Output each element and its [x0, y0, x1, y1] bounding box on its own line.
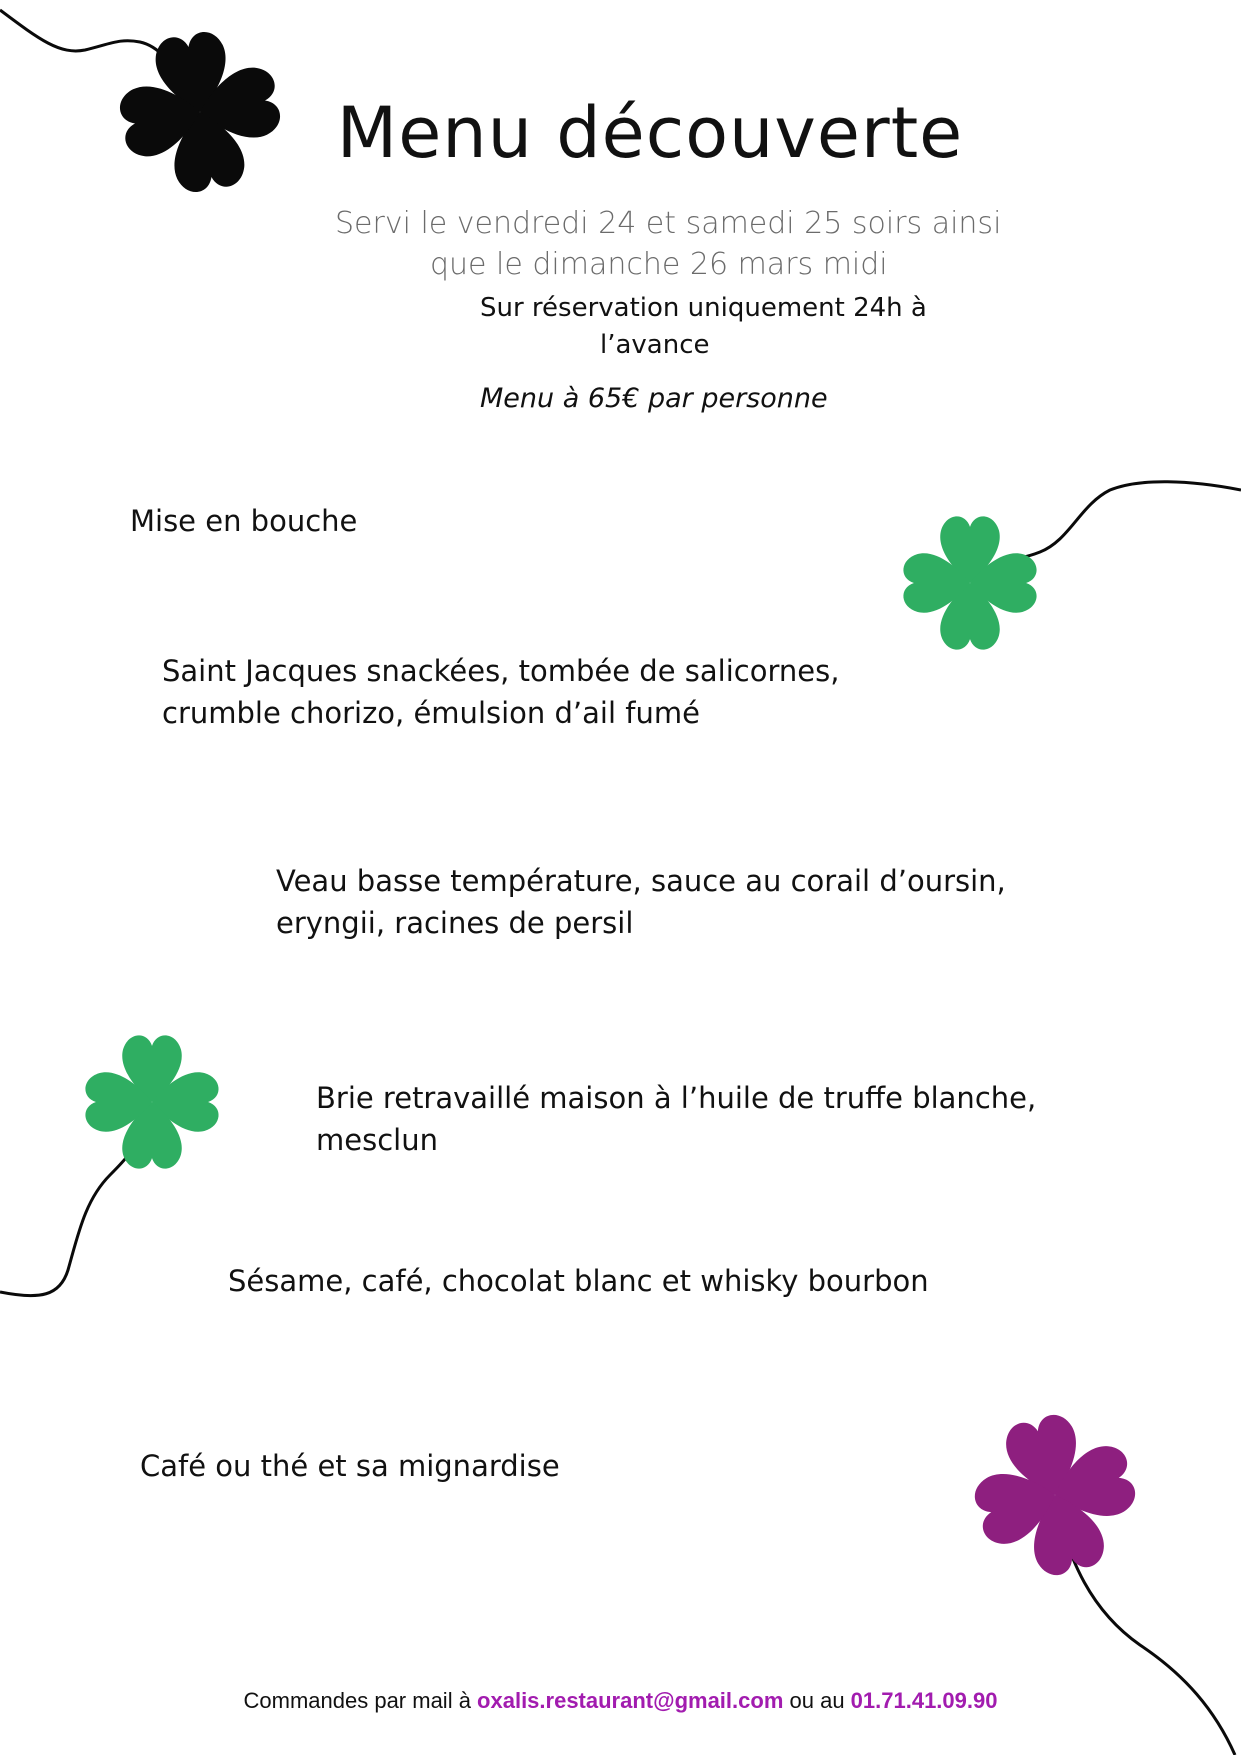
- reservation-line1: Sur réservation uniquement 24h à: [480, 293, 927, 323]
- course-line: mesclun: [316, 1123, 438, 1157]
- course-1: [130, 500, 357, 542]
- course-line: crumble chorizo, émulsion d’ail fumé: [162, 696, 700, 730]
- menu-price: Menu à 65€ par personne: [480, 383, 828, 414]
- order-prefix: Commandes par mail à: [243, 1688, 478, 1713]
- order-middle: ou au: [783, 1688, 851, 1713]
- course-3: [276, 860, 1006, 944]
- service-dates-line2: que le dimanche 26 mars midi: [430, 247, 888, 282]
- phone-number[interactable]: 01.71.41.09.90: [850, 1688, 998, 1713]
- course-4: [316, 1077, 1036, 1161]
- page-title: Menu découverte: [336, 92, 964, 174]
- course-line: Saint Jacques snackées, tombée de salicornes,: [162, 654, 840, 688]
- course-line: Sésame, café, chocolat blanc et whisky bourbon: [228, 1264, 929, 1298]
- service-dates-line1: Servi le vendredi 24 et samedi 25 soirs ainsi: [335, 206, 1002, 241]
- course-line: eryngii, racines de persil: [276, 906, 634, 940]
- green-clover-stem-right: [995, 482, 1241, 562]
- green-clover-icon: [903, 482, 1241, 650]
- course-line: Veau basse température, sauce au corail d’oursin,: [276, 864, 1006, 898]
- course-line: Café ou thé et sa mignardise: [140, 1449, 560, 1483]
- course-6: [140, 1445, 560, 1487]
- course-5: [228, 1260, 929, 1302]
- green-clover-icon: [0, 1035, 219, 1295]
- course-line: Mise en bouche: [130, 504, 358, 538]
- course-2: [162, 650, 839, 734]
- order-contact: [0, 1688, 1241, 1714]
- course-line: Brie retravaillé maison à l’huile de truffe blanche,: [316, 1081, 1037, 1115]
- email-link[interactable]: oxalis.restaurant@gmail.com: [477, 1688, 784, 1713]
- reservation-line2: l’avance: [600, 330, 710, 360]
- green-clover-stem-left: [0, 1130, 140, 1296]
